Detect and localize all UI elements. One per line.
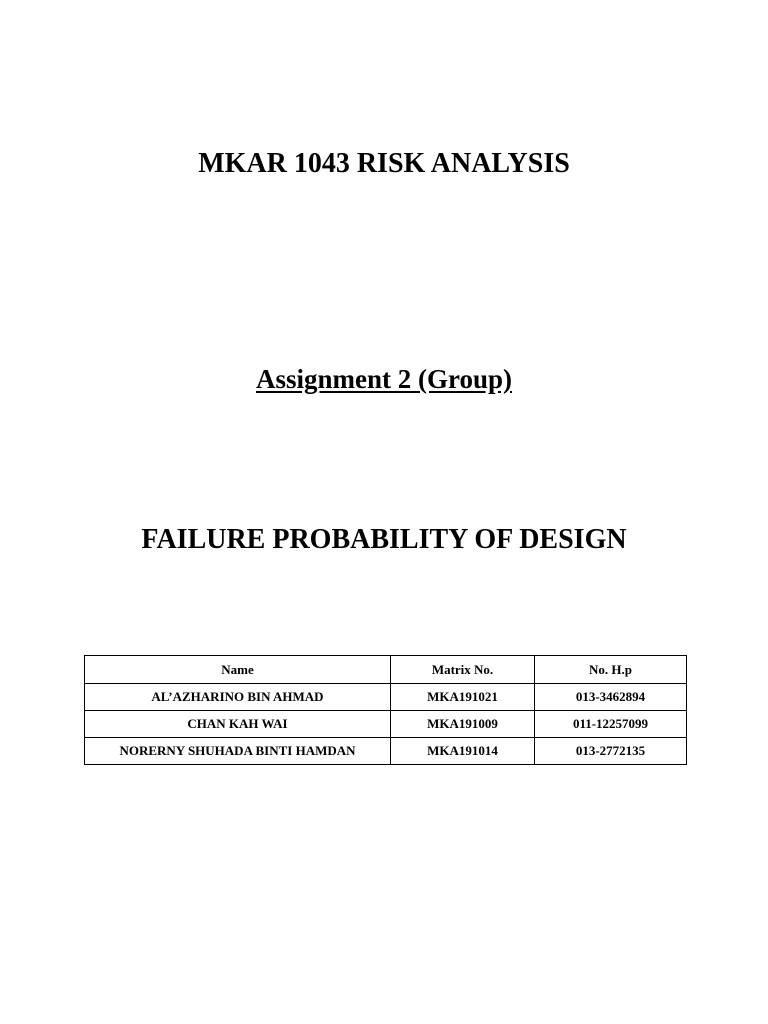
member-phone: 013-2772135 — [535, 738, 687, 765]
member-name: NORERNY SHUHADA BINTI HAMDAN — [85, 738, 391, 765]
document-title: FAILURE PROBABILITY OF DESIGN — [141, 524, 627, 555]
course-title: MKAR 1043 RISK ANALYSIS — [198, 148, 570, 179]
table-row — [85, 738, 687, 765]
column-header-matrix-no: Matrix No. — [391, 656, 535, 684]
column-header-phone: No. H.p — [535, 656, 687, 684]
table-row — [85, 684, 687, 711]
member-matrix-no: MKA191021 — [391, 684, 535, 711]
table-header-row — [85, 656, 687, 684]
member-name: CHAN KAH WAI — [85, 711, 391, 738]
table-row — [85, 711, 687, 738]
member-name: AL’AZHARINO BIN AHMAD — [85, 684, 391, 711]
group-members-table — [84, 655, 687, 765]
assignment-title: Assignment 2 (Group) — [255, 364, 513, 394]
member-matrix-no: MKA191014 — [391, 738, 535, 765]
member-matrix-no: MKA191009 — [391, 711, 535, 738]
member-phone: 013-3462894 — [535, 684, 687, 711]
column-header-name: Name — [85, 656, 391, 684]
member-phone: 011-12257099 — [535, 711, 687, 738]
